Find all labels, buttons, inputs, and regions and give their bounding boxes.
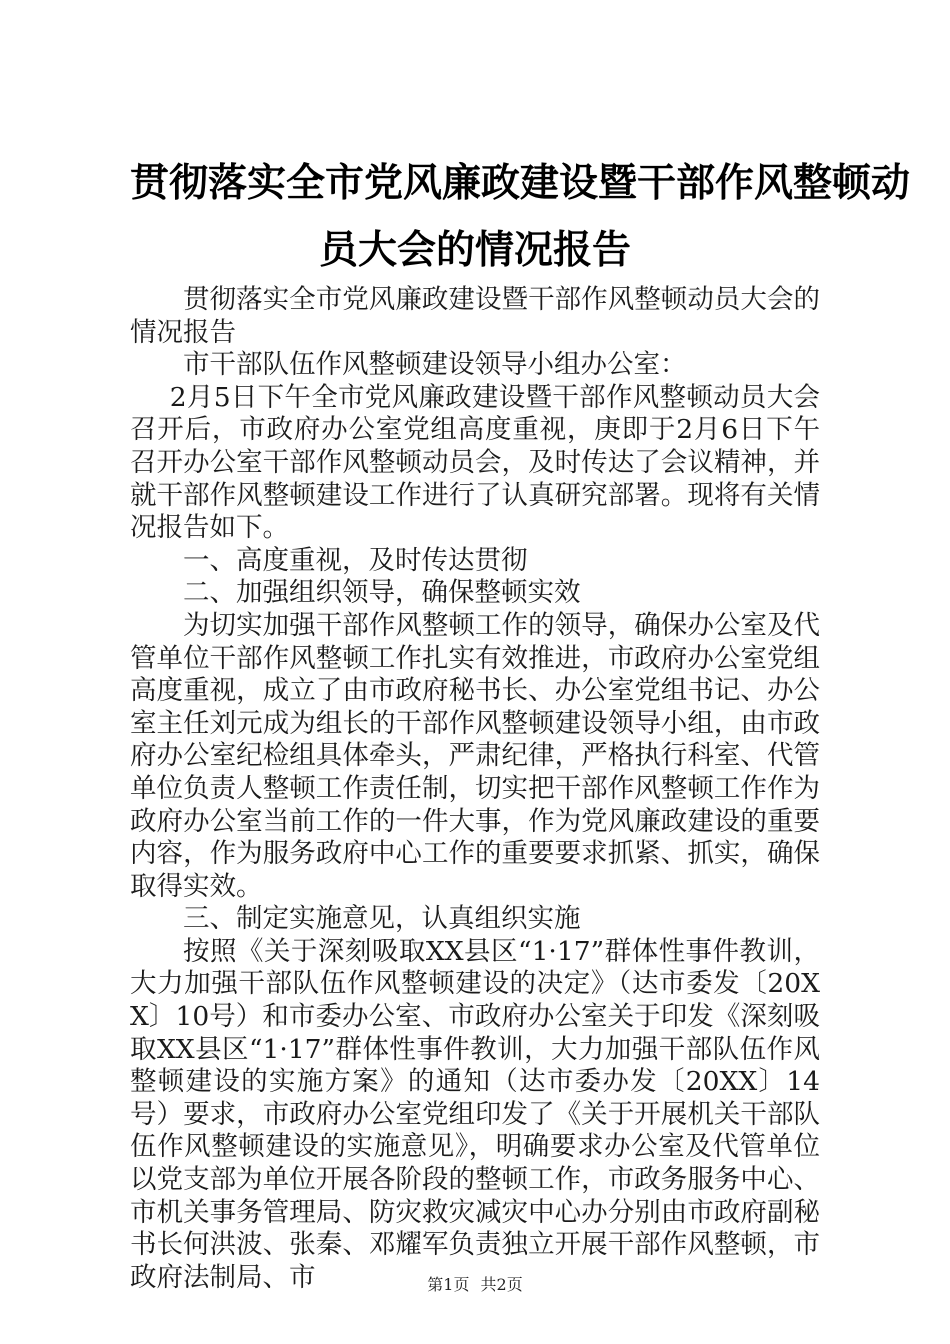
paragraph-section-3: 按照《关于深刻吸取XX县区“1·17”群体性事件教训，大力加强干部队伍作风整顿建设的决定》（达市委发〔20XX〕10号）和市委办公室、市政府办公室关于印发《深刻吸取XX县区“1·17”群体性事件教训，大力加强干部队伍作风整顿建设的实施方案》的通知（达市委办发〔20XX〕14号）要求，市政府办公室党组印发了《关于开展机关干部队伍作风整顿建设的实施意见》，明确要求办公室及代管单位以党支部为单位开展各阶段的整顿工作，市政务服务中心、市机关事务管理局、防灾救灾减灾中心办分别由市政府副秘书长何洪波、张秦、邓耀军负责独立开展干部作风整顿，市政府法制局、市 — [130, 935, 820, 1293]
paragraph-section-2: 为切实加强干部作风整顿工作的领导，确保办公室及代管单位干部作风整顿工作扎实有效推进，市政府办公室党组高度重视，成立了由市政府秘书长、办公室党组书记、办公室主任刘元成为组长的干部作风整顿建设领导小组，由市政府办公室纪检组具体牵头，严肃纪律，严格执行科室、代管单位负责人整顿工作责任制，切实把干部作风整顿工作作为政府办公室当前工作的一件大事，作为党风廉政建设的重要内容，作为服务政府中心工作的重要要求抓紧、抓实，确保取得实效。 — [130, 609, 820, 902]
page-number-total: 共2页 — [480, 1275, 523, 1294]
page-number-current: 第1页 — [427, 1275, 470, 1294]
document-body — [130, 284, 820, 1294]
page-footer — [0, 1272, 950, 1295]
paragraph-intro: 2月5日下午全市党风廉政建设暨干部作风整顿动员大会召开后，市政府办公室党组高度重视，庚即于2月6日下午召开办公室干部作风整顿动员会，及时传达了会议精神，并就干部作风整顿建设工作进行了认真研究部署。现将有关情况报告如下。 — [130, 381, 820, 544]
title-line-2: 员大会的情况报告 — [318, 227, 631, 273]
paragraph-repeat-title: 贯彻落实全市党风廉政建设暨干部作风整顿动员大会的情况报告 — [130, 284, 820, 348]
document-title — [130, 150, 911, 284]
document-page — [130, 150, 911, 1294]
paragraph-salutation: 市干部队伍作风整顿建设领导小组办公室： — [183, 349, 687, 381]
section-heading-3: 三、制定实施意见，认真组织实施 — [183, 903, 581, 935]
section-heading-2: 二、加强组织领导，确保整顿实效 — [183, 577, 581, 609]
section-heading-1: 一、高度重视，及时传达贯彻 — [183, 544, 528, 576]
title-line-1: 贯彻落实全市党风廉政建设暨干部作风整顿动 — [130, 160, 911, 206]
